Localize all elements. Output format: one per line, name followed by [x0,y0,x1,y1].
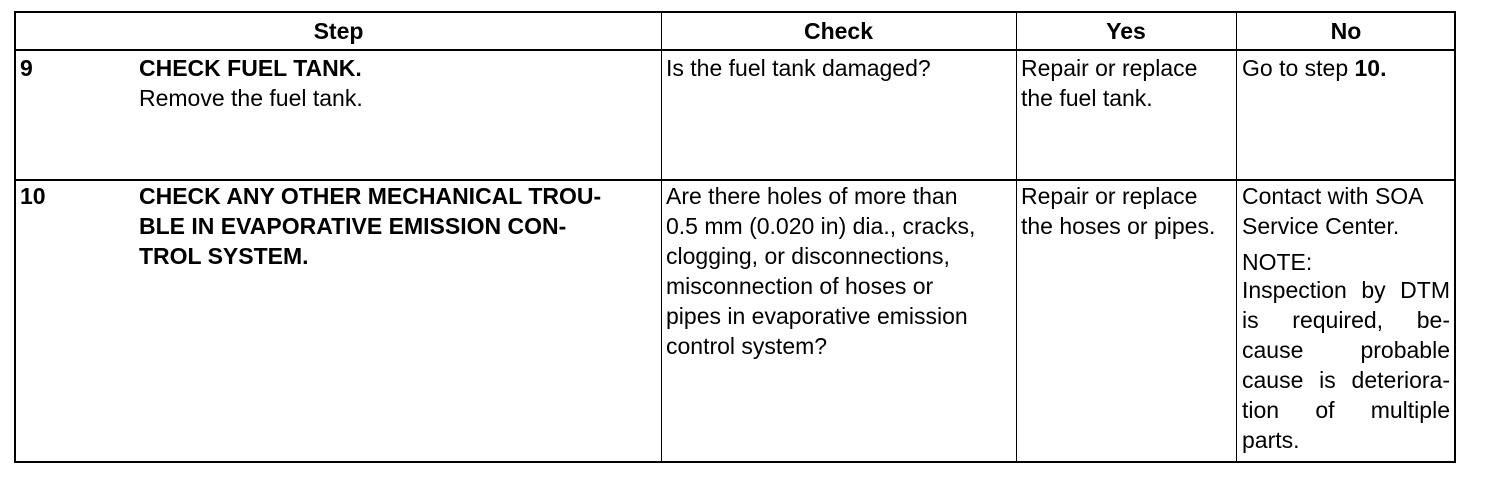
troubleshooting-table [14,11,1456,463]
column-divider [1236,13,1237,461]
step-title: TROL SYSTEM. [139,243,309,269]
no-action: Contact with SOA [1242,183,1424,209]
header-yes: Yes [1106,18,1146,44]
note-line: is required, be- [1242,307,1450,333]
note-line: tion of multiple [1242,397,1450,423]
note-line: parts. [1242,427,1300,453]
no-action-step-ref: 10. [1354,55,1387,81]
yes-action: Repair or replace [1021,183,1198,209]
check-question: misconnection of hoses or [666,273,934,299]
note-line: cause is deteriora- [1242,367,1450,393]
column-divider [661,13,662,461]
header-check: Check [803,18,874,44]
check-question: Are there holes of more than [666,183,958,209]
check-question: pipes in evaporative emission [666,303,968,329]
step-title: CHECK FUEL TANK. [139,55,362,81]
step-title: BLE IN EVAPORATIVE EMISSION CON- [139,213,567,239]
step-number: 9 [20,55,33,81]
check-question: control system? [666,333,828,359]
header-divider [16,49,1454,51]
yes-action: the hoses or pipes. [1021,213,1216,239]
step-title: CHECK ANY OTHER MECHANICAL TROU- [139,183,602,209]
column-divider [1016,13,1017,461]
note-line: cause probable [1242,337,1450,363]
check-question: Is the fuel tank damaged? [666,55,931,81]
header-no: No [1330,18,1362,44]
no-action-prefix: Go to step [1242,55,1355,81]
yes-action: the fuel tank. [1021,85,1153,111]
yes-action: Repair or replace [1021,55,1198,81]
check-question: 0.5 mm (0.020 in) dia., cracks, [666,213,976,239]
step-number: 10 [20,183,46,209]
header-step: Step [313,18,364,44]
note-line: Inspection by DTM [1242,277,1450,303]
no-action: Service Center. [1242,213,1400,239]
note-label: NOTE: [1242,249,1313,275]
check-question: clogging, or disconnections, [666,243,950,269]
step-detail: Remove the fuel tank. [139,85,363,111]
no-action [1242,53,1387,83]
note-text [1242,275,1450,455]
